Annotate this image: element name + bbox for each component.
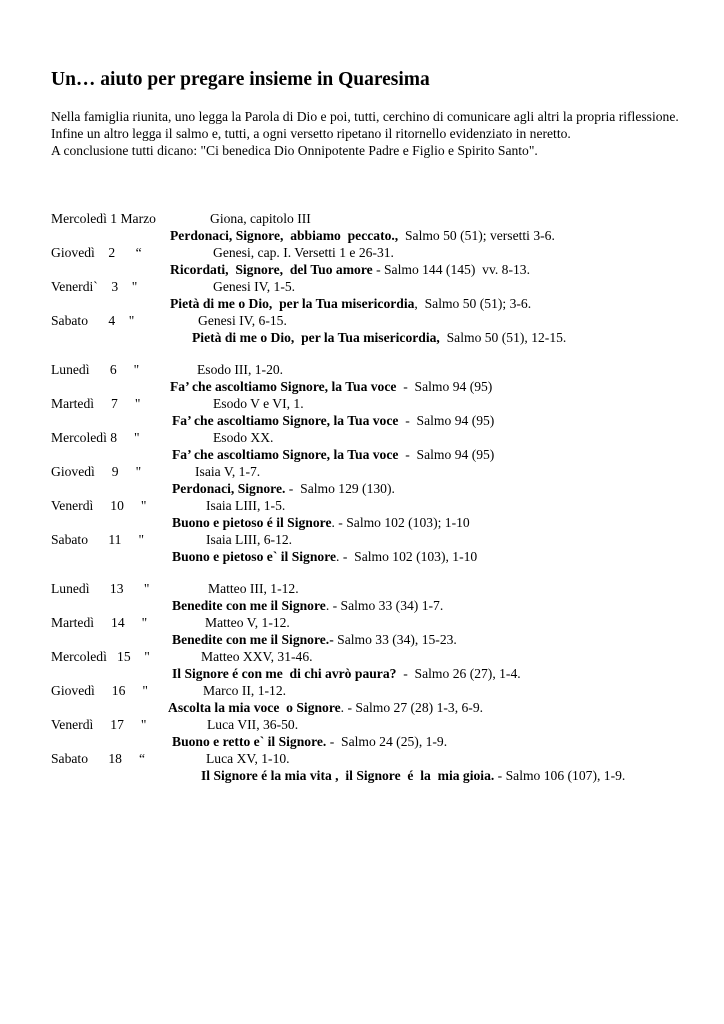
- schedule-day: Martedì 7 ": [51, 396, 141, 411]
- schedule-verse: [172, 548, 477, 565]
- psalm-refrain: Il Signore é la mia vita , il Signore é la mia gioia.: [201, 768, 495, 783]
- psalm-refrain: Ricordati, Signore, del Tuo amore: [170, 262, 373, 277]
- psalm-reference: . - Salmo 102 (103); 1-10: [331, 515, 470, 530]
- psalm-refrain: Buono e pietoso é il Signore: [172, 515, 332, 530]
- schedule-day: Martedì 14 ": [51, 615, 148, 630]
- schedule-day: Sabato 4 ": [51, 313, 135, 328]
- schedule-day: Giovedì 2 “: [51, 245, 142, 260]
- intro-paragraph: Nella famiglia riunita, uno legga la Parola di Dio e poi, tutti, cerchino di comunicare agli altri la propria riflessione.: [51, 109, 679, 124]
- psalm-reference: Salmo 50 (51); versetti 3-6.: [398, 228, 555, 243]
- psalm-reference: Salmo 33 (34), 15-23.: [333, 632, 457, 647]
- psalm-refrain: Buono e retto e` il Signore.: [172, 734, 327, 749]
- schedule-verse: [170, 295, 531, 312]
- psalm-reference: - Salmo 26 (27), 1-4.: [396, 666, 521, 681]
- psalm-reference: . - Salmo 33 (34) 1-7.: [325, 598, 444, 613]
- schedule-verse: [201, 767, 625, 784]
- schedule-verse: [172, 480, 395, 497]
- psalm-reference: - Salmo 129 (130).: [285, 481, 395, 496]
- psalm-refrain: Benedite con me il Signore: [172, 598, 326, 613]
- psalm-refrain: Il Signore é con me di chi avrò paura?: [172, 666, 397, 681]
- schedule-verse: [172, 631, 457, 648]
- schedule-verse: [172, 733, 447, 750]
- schedule-reading: Matteo V, 1-12.: [205, 615, 290, 630]
- psalm-reference: - Salmo 106 (107), 1-9.: [494, 768, 626, 783]
- schedule-day: Giovedì 16 ": [51, 683, 148, 698]
- schedule-reading: Isaia LIII, 6-12.: [206, 532, 293, 547]
- schedule-day: Lunedì 6 ": [51, 362, 140, 377]
- psalm-refrain: Pietà di me o Dio, per la Tua misericordia: [170, 296, 415, 311]
- psalm-refrain: Buono e pietoso e` il Signore: [172, 549, 337, 564]
- psalm-reference: , Salmo 50 (51); 3-6.: [414, 296, 532, 311]
- schedule-reading: Genesi, cap. I. Versetti 1 e 26-31.: [213, 245, 394, 260]
- schedule-reading: Matteo III, 1-12.: [208, 581, 299, 596]
- schedule-day: Lunedì 13 ": [51, 581, 150, 596]
- schedule-reading: Genesi IV, 6-15.: [198, 313, 287, 328]
- schedule-day: Venerdi` 3 ": [51, 279, 138, 294]
- intro-paragraph: Infine un altro legga il salmo e, tutti, a ogni versetto ripetano il ritornello evidenziato in neretto.: [51, 126, 571, 141]
- schedule-reading: Luca VII, 36-50.: [207, 717, 299, 732]
- intro-paragraph: A conclusione tutti dicano: "Ci benedica Dio Onnipotente Padre e Figlio e Spirito Santo".: [51, 143, 538, 158]
- schedule-day: Sabato 18 “: [51, 751, 146, 766]
- schedule-day: Venerdì 17 ": [51, 717, 147, 732]
- schedule-verse: [170, 227, 555, 244]
- schedule-day: Mercoledì 8 ": [51, 430, 140, 445]
- schedule-verse: [172, 597, 443, 614]
- schedule-reading: Esodo V e VI, 1.: [213, 396, 304, 411]
- psalm-reference: - Salmo 94 (95): [398, 447, 495, 462]
- psalm-reference: - Salmo 24 (25), 1-9.: [326, 734, 448, 749]
- schedule-day: Mercoledì 15 ": [51, 649, 150, 664]
- schedule-verse: [170, 378, 492, 395]
- schedule-verse: [172, 514, 470, 531]
- schedule-reading: Luca XV, 1-10.: [206, 751, 290, 766]
- schedule-reading: Esodo XX.: [213, 430, 274, 445]
- schedule-day: Giovedì 9 ": [51, 464, 142, 479]
- schedule-verse: [172, 446, 494, 463]
- schedule-reading: Genesi IV, 1-5.: [213, 279, 296, 294]
- page-title: Un… aiuto per pregare insieme in Quaresima: [51, 69, 430, 90]
- psalm-reference: . - Salmo 27 (28) 1-3, 6-9.: [340, 700, 484, 715]
- psalm-reference: - Salmo 94 (95): [398, 413, 495, 428]
- schedule-reading: Esodo III, 1-20.: [197, 362, 284, 377]
- schedule-verse: [192, 329, 566, 346]
- psalm-reference: Salmo 50 (51), 12-15.: [439, 330, 567, 345]
- schedule-reading: Marco II, 1-12.: [203, 683, 287, 698]
- schedule-verse: [168, 699, 483, 716]
- schedule-reading: Matteo XXV, 31-46.: [201, 649, 313, 664]
- schedule-day: Sabato 11 ": [51, 532, 145, 547]
- psalm-reference: . - Salmo 102 (103), 1-10: [336, 549, 478, 564]
- psalm-reference: - Salmo 94 (95): [396, 379, 493, 394]
- psalm-refrain: Ascolta la mia voce o Signore: [168, 700, 341, 715]
- psalm-refrain: Fa’ che ascoltiamo Signore, la Tua voce: [170, 379, 397, 394]
- schedule-verse: [172, 665, 521, 682]
- schedule-day: Venerdì 10 ": [51, 498, 147, 513]
- psalm-reference: - Salmo 144 (145) vv. 8-13.: [372, 262, 530, 277]
- psalm-refrain: Perdonaci, Signore, abbiamo peccato.,: [170, 228, 399, 243]
- psalm-refrain: Benedite con me il Signore.-: [172, 632, 334, 647]
- psalm-refrain: Fa’ che ascoltiamo Signore, la Tua voce: [172, 447, 399, 462]
- schedule-day: Mercoledì 1 Marzo: [51, 211, 156, 226]
- psalm-refrain: Pietà di me o Dio, per la Tua misericordia,: [192, 330, 440, 345]
- schedule-reading: Giona, capitolo III: [210, 211, 311, 226]
- psalm-refrain: Perdonaci, Signore.: [172, 481, 286, 496]
- schedule-verse: [170, 261, 530, 278]
- schedule-reading: Isaia LIII, 1-5.: [206, 498, 286, 513]
- psalm-refrain: Fa’ che ascoltiamo Signore, la Tua voce: [172, 413, 399, 428]
- schedule-verse: [172, 412, 494, 429]
- schedule-reading: Isaia V, 1-7.: [195, 464, 261, 479]
